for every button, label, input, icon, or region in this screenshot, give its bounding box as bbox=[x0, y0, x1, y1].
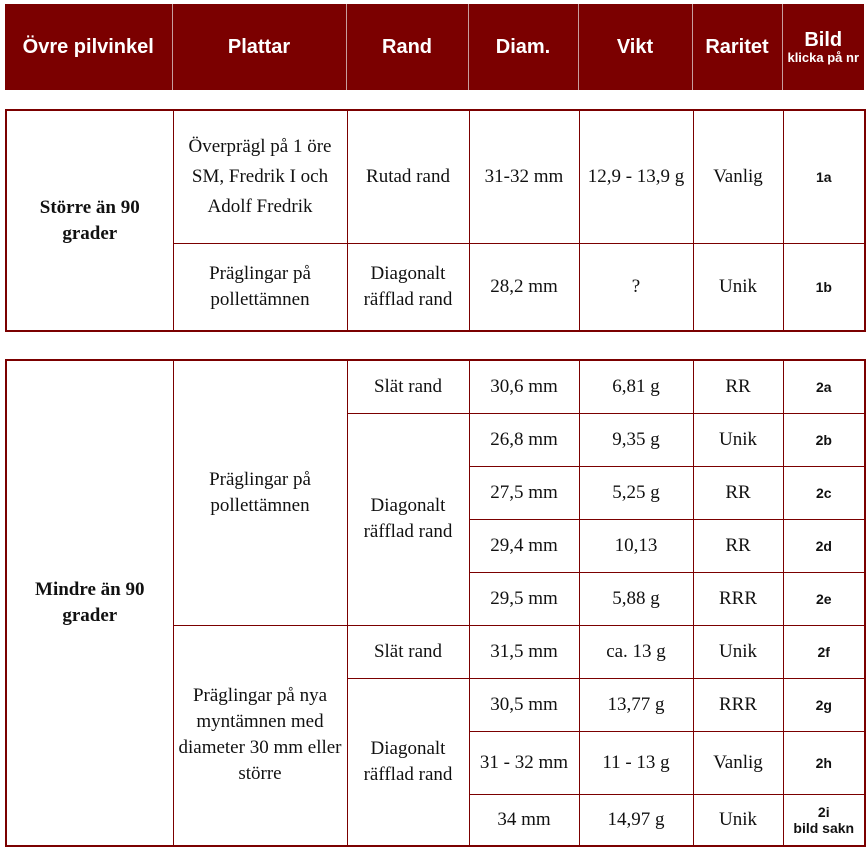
vikt-cell: 9,35 g bbox=[579, 413, 693, 466]
header-ovre-pilvinkel: Övre pilvinkel bbox=[22, 35, 154, 58]
diam-cell: 31 - 32 mm bbox=[469, 731, 579, 794]
diam-cell: 29,5 mm bbox=[469, 572, 579, 625]
diam-cell: 28,2 mm bbox=[469, 243, 579, 331]
header-vikt: Vikt bbox=[578, 4, 692, 90]
raritet-cell: Vanlig bbox=[693, 731, 783, 794]
vikt-cell: 10,13 bbox=[579, 519, 693, 572]
header-raritet: Raritet bbox=[692, 4, 782, 90]
diam-cell: 29,4 mm bbox=[469, 519, 579, 572]
bild-link[interactable]: 1b bbox=[783, 243, 865, 331]
diam-cell: 34 mm bbox=[469, 794, 579, 846]
table-section-smaller bbox=[5, 359, 866, 847]
table-section-larger bbox=[5, 109, 866, 332]
table-row bbox=[6, 360, 865, 413]
raritet-cell: RRR bbox=[693, 678, 783, 731]
bild-link[interactable]: 2d bbox=[783, 519, 865, 572]
vikt-cell: 5,25 g bbox=[579, 466, 693, 519]
group-label: Större än 90 grader bbox=[6, 110, 173, 331]
header-diam: Diam. bbox=[468, 4, 578, 90]
raritet-cell: RR bbox=[693, 360, 783, 413]
vikt-cell: 11 - 13 g bbox=[579, 731, 693, 794]
bild-link[interactable] bbox=[783, 794, 865, 846]
bild-link[interactable]: 2h bbox=[783, 731, 865, 794]
header-bild-label: Bild bbox=[804, 28, 843, 51]
plattar-cell: Präglingar på nya myntämnen med diameter 30 mm eller större bbox=[173, 625, 347, 846]
bild-missing-note: bild sakn bbox=[793, 819, 855, 836]
rand-cell: Rutad rand bbox=[347, 110, 469, 243]
table-row bbox=[6, 110, 865, 243]
raritet-cell: Unik bbox=[693, 243, 783, 331]
diam-cell: 30,5 mm bbox=[469, 678, 579, 731]
raritet-cell: RR bbox=[693, 519, 783, 572]
raritet-cell: Unik bbox=[693, 625, 783, 678]
header-bild bbox=[782, 4, 864, 90]
diam-cell: 31-32 mm bbox=[469, 110, 579, 243]
bild-link[interactable]: 2c bbox=[783, 466, 865, 519]
bild-link[interactable]: 2b bbox=[783, 413, 865, 466]
vikt-cell: 13,77 g bbox=[579, 678, 693, 731]
diam-cell: 26,8 mm bbox=[469, 413, 579, 466]
diam-cell: 27,5 mm bbox=[469, 466, 579, 519]
bild-link[interactable]: 2f bbox=[783, 625, 865, 678]
header-plattar: Plattar bbox=[172, 4, 346, 90]
rand-cell: Diagonalt räfflad rand bbox=[347, 678, 469, 846]
bild-link[interactable]: 2a bbox=[783, 360, 865, 413]
raritet-cell: RRR bbox=[693, 572, 783, 625]
bild-link[interactable]: 2g bbox=[783, 678, 865, 731]
raritet-cell: Unik bbox=[693, 413, 783, 466]
rand-cell: Diagonalt räfflad rand bbox=[347, 243, 469, 331]
vikt-cell: 12,9 - 13,9 g bbox=[579, 110, 693, 243]
plattar-cell: Präglingar på pollettämnen bbox=[173, 360, 347, 625]
vikt-cell: 14,97 g bbox=[579, 794, 693, 846]
header-rand: Rand bbox=[346, 4, 468, 90]
header-bild-hint: klicka på nr bbox=[787, 49, 860, 65]
bild-number: 2i bbox=[817, 803, 830, 820]
raritet-cell: RR bbox=[693, 466, 783, 519]
bild-link[interactable]: 2e bbox=[783, 572, 865, 625]
group-label: Mindre än 90 grader bbox=[6, 360, 173, 846]
plattar-cell: Överprägl på 1 öre SM, Fredrik I och Adolf Fredrik bbox=[173, 110, 347, 243]
rand-cell: Diagonalt räfflad rand bbox=[347, 413, 469, 625]
raritet-cell: Unik bbox=[693, 794, 783, 846]
rand-cell: Slät rand bbox=[347, 360, 469, 413]
vikt-cell: ca. 13 g bbox=[579, 625, 693, 678]
table-header bbox=[5, 4, 864, 90]
bild-link[interactable]: 1a bbox=[783, 110, 865, 243]
rand-cell: Slät rand bbox=[347, 625, 469, 678]
vikt-cell: 5,88 g bbox=[579, 572, 693, 625]
plattar-cell: Präglingar på pollettämnen bbox=[173, 243, 347, 331]
vikt-cell: 6,81 g bbox=[579, 360, 693, 413]
raritet-cell: Vanlig bbox=[693, 110, 783, 243]
diam-cell: 30,6 mm bbox=[469, 360, 579, 413]
diam-cell: 31,5 mm bbox=[469, 625, 579, 678]
header-row bbox=[5, 4, 864, 90]
vikt-cell: ? bbox=[579, 243, 693, 331]
